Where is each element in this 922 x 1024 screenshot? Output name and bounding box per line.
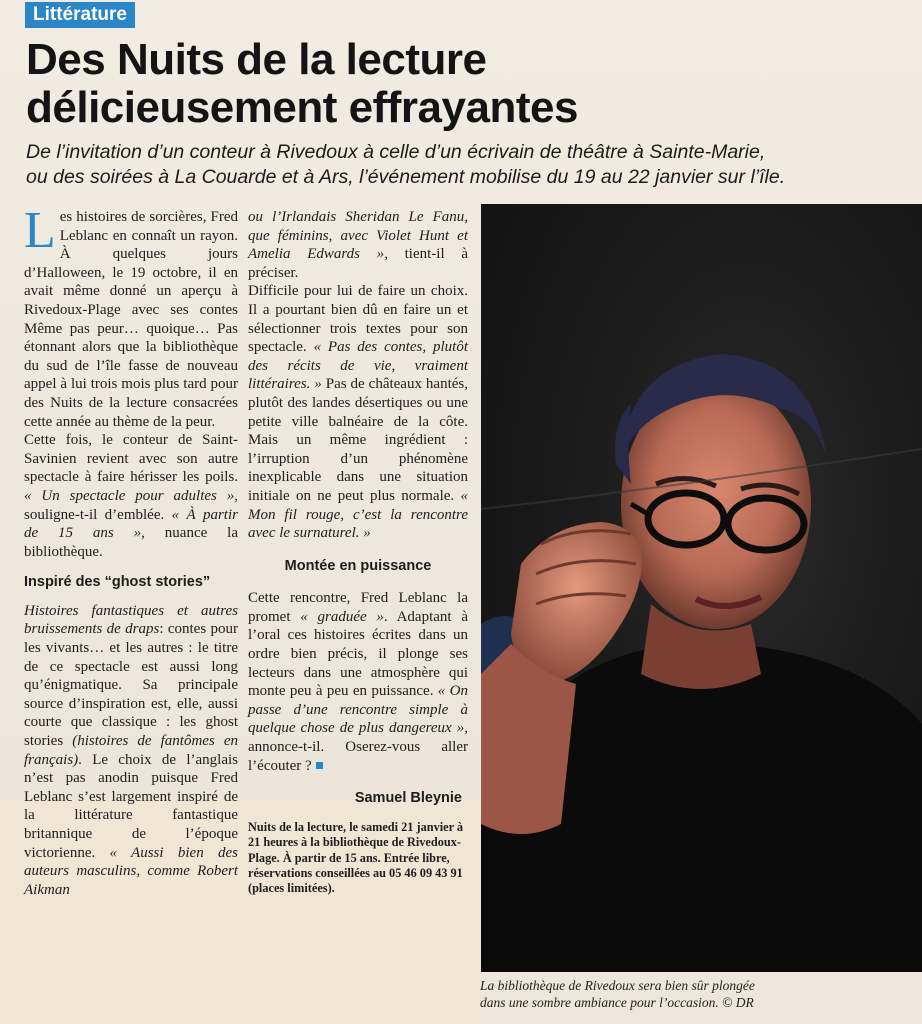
show-title: Histoires fantastiques et autres bruissements de draps (24, 602, 238, 638)
subhead-montee: Montée en puissance (284, 557, 432, 574)
paragraph-2-text-c: , nuance la bibliothèque. (24, 525, 238, 560)
quote-stories: « Pas des contes, plutôt des récits de vie, vraiment littéraires. » (248, 339, 468, 393)
quote-authors-continued: ou l’Irlandais Sheridan Le Fanu, que féminins, avec Violet Hunt et Amelia Edwards » (248, 209, 468, 263)
paragraph-5-text-b: Pas de châteaux hantés, plutôt des landes désertiques ou une petite ville balnéaire de la côte. Mais un même ingrédient : l’irruption d’un phénomène inexplicable dans une situation initiale on ne peut plus normale. (248, 376, 468, 504)
drop-cap: L (24, 202, 56, 259)
standfirst-line-1: De l’invitation d’un conteur à Rivedoux à celle d’un écrivain de théâtre à Sainte-Marie, (26, 141, 766, 163)
headline-line-1: Des Nuits de la lecture (26, 35, 487, 84)
paragraph-3-text-a: : contes pour les vivants… et les autres : le titre de ce spectacle est aussi long qu’énigmatique. Sa principale source d’inspiration est, elle, aussi courte que classique : les ghost stories (24, 621, 238, 750)
paragraph-4-text: , tient-il à préciser. (248, 246, 468, 281)
standfirst (26, 140, 906, 190)
section-rubric: Littérature (25, 2, 135, 28)
paragraph-2 (24, 431, 238, 561)
end-mark (316, 762, 323, 769)
headline-line-2: délicieusement effrayantes (26, 83, 578, 132)
glasses-bridge (724, 520, 728, 522)
portrait-illustration (481, 204, 922, 972)
paragraph-intro-text: es histoires de sorcières, Fred Leblanc en connaît un rayon. À quelques jours d’Halloween, le 19 octobre, il en avait même donné un aperçu à Rivedoux-Plage avec ses contes Même pas peur… quoique… Pas étonnant alors que la bibliothèque du sud de l’île fasse de nouveau appel à lui trois mois plus tard pour des Nuits de la lecture consacrées cette année au thème de la peur. (24, 209, 238, 430)
paragraph-intro (24, 202, 238, 431)
quote-dangerous: « On passe d’une rencontre simple à quelque chose de plus dangereux » (248, 683, 468, 737)
quote-adults: « Un spectacle pour adultes » (24, 487, 235, 504)
author-byline: Samuel Bleynie (354, 790, 462, 807)
paragraph-2-text-a: Cette fois, le conteur de Saint-Savinien revient avec son autre spectacle à faire hérisser les poils. (24, 432, 238, 486)
paragraph-3-text-b: . Le choix de l’anglais n’est pas anodin puisque Fred Leblanc s’est largement inspiré de la littérature fantastique britannique de l’époque victorienne. (24, 751, 238, 861)
subhead-ghost-stories: Inspiré des “ghost stories” (24, 574, 211, 591)
standfirst-line-2: ou des soirées à La Couarde et à Ars, l’événement mobilise du 19 au 22 janvier sur l’île. (26, 166, 786, 188)
paragraph-2-text-b: , souligne-t-il d’emblée. (24, 487, 238, 523)
quote-age: « À partir de 15 ans » (24, 506, 238, 542)
headline (26, 36, 726, 132)
quote-graduee: « graduée » (300, 608, 384, 625)
paragraph-6-text-b: . Adaptant à l’oral ces histoires écrites dans un ordre bien précis, il plonge ses lecteurs dans une atmosphère qui monte peu à peu en puissance. (248, 608, 468, 700)
hair-side-shape (615, 404, 631, 484)
practical-info: Nuits de la lecture, le samedi 21 janvier à 21 heures à la bibliothèque de Rivedoux-Plage. À partir de 15 ans. Entrée libre, réservations conseillées au 05 46 09 43 91 (places limitées). (248, 819, 464, 896)
paragraph-5-text-a: Difficile pour lui de faire un choix. Il a pourtant bien dû en faire un et sélectionner trois textes pour son spectacle. (248, 283, 468, 356)
caption-line-1: La bibliothèque de Rivedoux sera bien sûr plongée (480, 978, 755, 993)
paragraph-6 (248, 589, 468, 775)
paragraph-5 (248, 282, 468, 542)
paragraph-3 (24, 602, 238, 900)
paragraph-6-text-a: Cette rencontre, Fred Leblanc la promet (248, 590, 468, 625)
translation-aside: (histoires de fantômes en français) (24, 733, 238, 768)
article-column-2 (248, 208, 468, 897)
quote-authors: « Aussi bien des auteurs masculins, comme Robert Aikman (24, 844, 238, 898)
paragraph-6-text-c: , annonce-t-il. Oserez-vous aller l’écouter ? (248, 720, 468, 774)
quote-red-thread: « Mon fil rouge, c’est la rencontre avec le surnaturel. » (248, 487, 468, 542)
photo-caption (480, 977, 810, 1011)
caption-line-2: dans une sombre ambiance pour l’occasion. © DR (480, 995, 754, 1010)
article-column-1 (24, 202, 238, 899)
paragraph-4 (248, 208, 468, 282)
portrait-photo (481, 204, 922, 972)
